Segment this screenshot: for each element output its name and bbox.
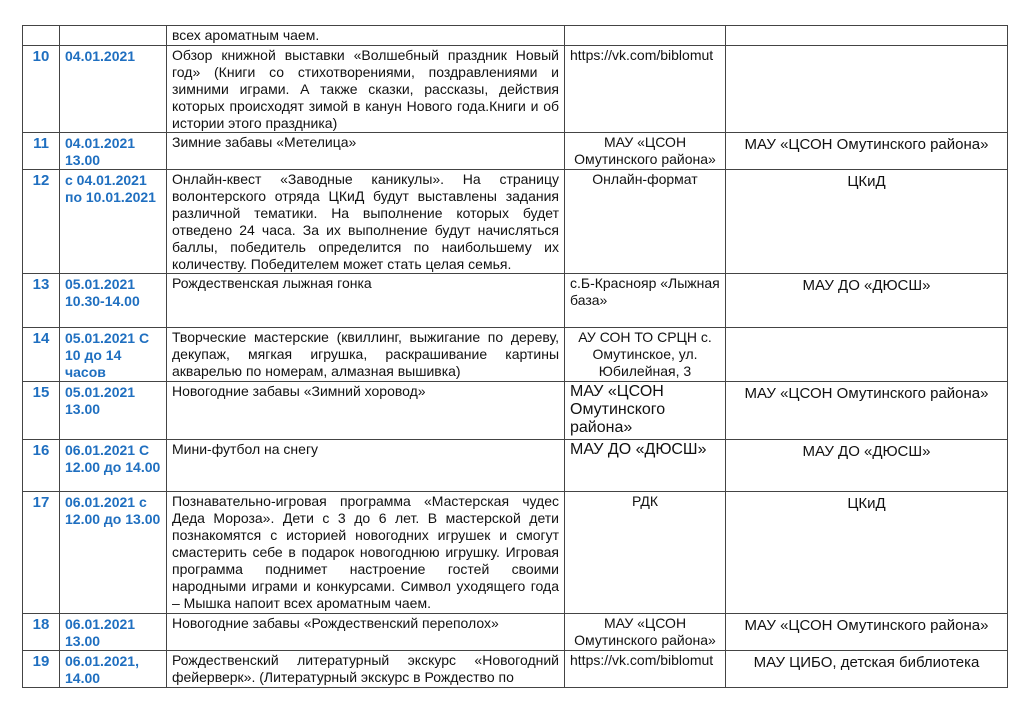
event-venue: РДК [565, 492, 726, 614]
row-number: 10 [23, 46, 60, 133]
event-description: Творческие мастерские (квиллинг, выжигание по дереву, декупаж, мягкая игрушка, раскрашивание картины акварелью по номерам, алмазная вышивка) [167, 328, 565, 382]
event-organizer [726, 46, 1008, 133]
row-number: 14 [23, 328, 60, 382]
event-venue: АУ СОН ТО СРЦН с. Омутинское, ул. Юбилейная, 3 [565, 328, 726, 382]
event-date: 04.01.2021 [60, 46, 167, 133]
event-venue: с.Б-Краснояр «Лыжная база» [565, 274, 726, 328]
row-number: 18 [23, 614, 60, 651]
event-organizer: МАУ ДО «ДЮСШ» [726, 440, 1008, 492]
event-date: 05.01.2021 10.30-14.00 [60, 274, 167, 328]
row-number [23, 26, 60, 46]
table-row [23, 170, 1008, 274]
event-organizer: ЦКиД [726, 492, 1008, 614]
event-date: 05.01.2021 С 10 до 14 часов [60, 328, 167, 382]
row-number: 11 [23, 133, 60, 170]
event-date: 04.01.2021 13.00 [60, 133, 167, 170]
row-number: 16 [23, 440, 60, 492]
event-venue [565, 26, 726, 46]
table-row [23, 133, 1008, 170]
table-row [23, 382, 1008, 440]
table-row [23, 46, 1008, 133]
event-date [60, 26, 167, 46]
event-description: Зимние забавы «Метелица» [167, 133, 565, 170]
table-row [23, 328, 1008, 382]
row-number: 17 [23, 492, 60, 614]
event-description: Познавательно-игровая программа «Мастерская чудес Деда Мороза». Дети с 3 до 6 лет. В мастерской дети познакомятся с историей новогодних игрушек и смогут смастерить себе в подарок новогоднюю игрушку. Игровая программа поднимет настроение гостей своими народными играми и конкурсами. Символ уходящего года – Мышка напоит всех ароматным чаем. [167, 492, 565, 614]
event-description: Новогодние забавы «Рождественский переполох» [167, 614, 565, 651]
event-organizer: МАУ ЦИБО, детская библиотека [726, 651, 1008, 688]
table-row [23, 614, 1008, 651]
event-venue: МАУ «ЦСОН Омутинского района» [565, 133, 726, 170]
row-number: 13 [23, 274, 60, 328]
event-venue: https://vk.com/biblomut [565, 46, 726, 133]
event-description: всех ароматным чаем. [167, 26, 565, 46]
event-date: с 04.01.2021 по 10.01.2021 [60, 170, 167, 274]
events-table [22, 25, 1008, 688]
table-row [23, 440, 1008, 492]
event-description: Мини-футбол на снегу [167, 440, 565, 492]
event-description: Рождественская лыжная гонка [167, 274, 565, 328]
table-row [23, 492, 1008, 614]
event-description: Обзор книжной выставки «Волшебный праздник Новый год» (Книги со стихотворениями, поздравлениями и зимними играми. А также сказки, рассказы, действия которых происходят зимой в канун Нового года.Книги и об истории этого праздника) [167, 46, 565, 133]
event-date: 06.01.2021, 14.00 [60, 651, 167, 688]
event-venue: МАУ «ЦСОН Омутинского района» [565, 614, 726, 651]
event-description: Новогодние забавы «Зимний хоровод» [167, 382, 565, 440]
event-venue: Онлайн-формат [565, 170, 726, 274]
table-row [23, 26, 1008, 46]
event-organizer [726, 328, 1008, 382]
event-organizer: МАУ «ЦСОН Омутинского района» [726, 382, 1008, 440]
event-organizer: МАУ «ЦСОН Омутинского района» [726, 614, 1008, 651]
table-row [23, 651, 1008, 688]
event-date: 06.01.2021 с 12.00 до 13.00 [60, 492, 167, 614]
event-organizer: МАУ ДО «ДЮСШ» [726, 274, 1008, 328]
row-number: 12 [23, 170, 60, 274]
event-date: 05.01.2021 13.00 [60, 382, 167, 440]
table-row [23, 274, 1008, 328]
event-date: 06.01.2021 13.00 [60, 614, 167, 651]
event-description: Онлайн-квест «Заводные каникулы». На страницу волонтерского отряда ЦКиД будут выставлены задания различной тематики. На выполнение которых будет отведено 24 часа. За их выполнение будут начисляться баллы, победитель определится по наибольшему их количеству. Победителем может стать целая семья. [167, 170, 565, 274]
event-venue: МАУ «ЦСОН Омутинского района» [565, 382, 726, 440]
event-organizer [726, 26, 1008, 46]
row-number: 15 [23, 382, 60, 440]
event-description: Рождественский литературный экскурс «Новогодний фейерверк». (Литературный экскурс в Рождество по [167, 651, 565, 688]
event-venue: https://vk.com/biblomut [565, 651, 726, 688]
event-organizer: МАУ «ЦСОН Омутинского района» [726, 133, 1008, 170]
event-date: 06.01.2021 С 12.00 до 14.00 [60, 440, 167, 492]
row-number: 19 [23, 651, 60, 688]
event-venue: МАУ ДО «ДЮСШ» [565, 440, 726, 492]
event-organizer: ЦКиД [726, 170, 1008, 274]
